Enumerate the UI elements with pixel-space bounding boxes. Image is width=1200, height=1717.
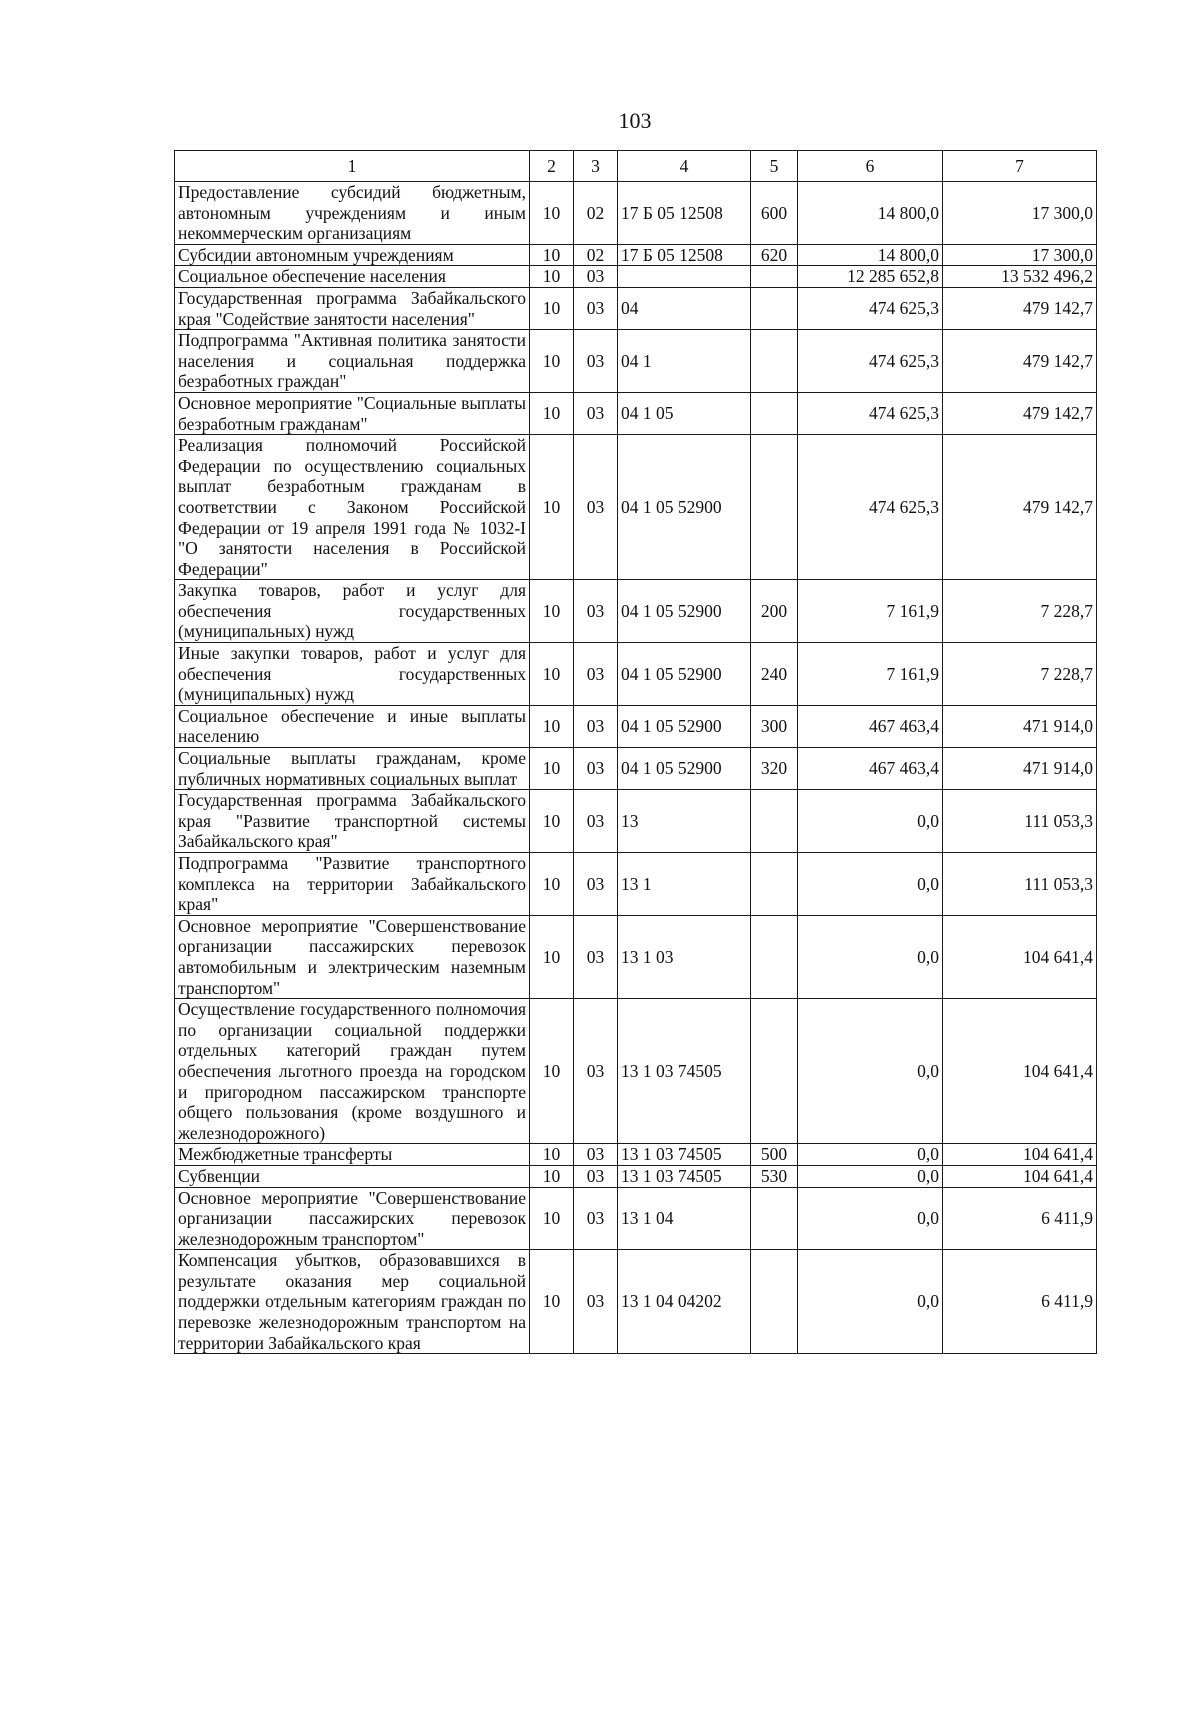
row-target-article-cell: 13 1 03 74505 xyxy=(618,1165,751,1187)
table-row xyxy=(175,705,1097,747)
row-section-cell: 10 xyxy=(530,182,574,245)
row-subsection-cell: 03 xyxy=(574,392,618,434)
row-name-cell: Компенсация убытков, образовавшихся в результате оказания мер социальной поддержки отдельным категориям граждан по перевозке железнодорожным транспортом на территории Забайкальского края xyxy=(175,1250,530,1354)
row-expense-type-cell xyxy=(751,915,798,998)
row-amount-year1-cell: 0,0 xyxy=(798,1250,943,1354)
row-section-cell: 10 xyxy=(530,853,574,916)
row-target-article-cell: 17 Б 05 12508 xyxy=(618,182,751,245)
table-row xyxy=(175,244,1097,266)
row-expense-type-cell xyxy=(751,435,798,580)
row-subsection-cell: 03 xyxy=(574,1144,618,1166)
row-target-article-cell xyxy=(618,266,751,288)
table-row xyxy=(175,643,1097,706)
row-name-cell: Субвенции xyxy=(175,1165,530,1187)
table-row xyxy=(175,999,1097,1144)
row-amount-year1-cell: 0,0 xyxy=(798,1165,943,1187)
row-amount-year2-cell: 17 300,0 xyxy=(943,182,1097,245)
table-row xyxy=(175,266,1097,288)
row-amount-year2-cell: 471 914,0 xyxy=(943,748,1097,790)
table-row xyxy=(175,1144,1097,1166)
row-amount-year1-cell: 474 625,3 xyxy=(798,330,943,393)
row-target-article-cell: 04 1 05 52900 xyxy=(618,643,751,706)
row-section-cell: 10 xyxy=(530,705,574,747)
row-subsection-cell: 03 xyxy=(574,748,618,790)
row-amount-year2-cell: 104 641,4 xyxy=(943,999,1097,1144)
table-row xyxy=(175,182,1097,245)
row-amount-year2-cell: 111 053,3 xyxy=(943,790,1097,853)
column-header: 4 xyxy=(618,151,751,182)
row-target-article-cell: 04 1 05 52900 xyxy=(618,435,751,580)
column-header: 2 xyxy=(530,151,574,182)
row-amount-year1-cell: 7 161,9 xyxy=(798,643,943,706)
row-amount-year2-cell: 111 053,3 xyxy=(943,853,1097,916)
row-section-cell: 10 xyxy=(530,580,574,643)
row-subsection-cell: 02 xyxy=(574,182,618,245)
column-header: 7 xyxy=(943,151,1097,182)
row-subsection-cell: 03 xyxy=(574,266,618,288)
row-amount-year1-cell: 0,0 xyxy=(798,915,943,998)
row-subsection-cell: 03 xyxy=(574,287,618,329)
row-expense-type-cell: 620 xyxy=(751,244,798,266)
row-amount-year1-cell: 0,0 xyxy=(798,999,943,1144)
row-target-article-cell: 13 1 xyxy=(618,853,751,916)
row-subsection-cell: 03 xyxy=(574,1250,618,1354)
row-amount-year2-cell: 7 228,7 xyxy=(943,643,1097,706)
row-expense-type-cell xyxy=(751,330,798,393)
row-target-article-cell: 13 1 03 74505 xyxy=(618,1144,751,1166)
row-name-cell: Предоставление субсидий бюджетным, автономным учреждениям и иным некоммерческим организациям xyxy=(175,182,530,245)
row-section-cell: 10 xyxy=(530,790,574,853)
table-row xyxy=(175,1187,1097,1250)
row-section-cell: 10 xyxy=(530,748,574,790)
row-target-article-cell: 04 1 05 52900 xyxy=(618,580,751,643)
row-name-cell: Социальное обеспечение населения xyxy=(175,266,530,288)
row-amount-year1-cell: 474 625,3 xyxy=(798,392,943,434)
table-body xyxy=(175,182,1097,1354)
row-expense-type-cell: 600 xyxy=(751,182,798,245)
row-amount-year1-cell: 0,0 xyxy=(798,790,943,853)
row-section-cell: 10 xyxy=(530,392,574,434)
row-amount-year2-cell: 479 142,7 xyxy=(943,435,1097,580)
row-target-article-cell: 04 1 xyxy=(618,330,751,393)
row-target-article-cell: 17 Б 05 12508 xyxy=(618,244,751,266)
row-subsection-cell: 03 xyxy=(574,790,618,853)
row-target-article-cell: 04 1 05 xyxy=(618,392,751,434)
row-target-article-cell: 04 xyxy=(618,287,751,329)
table-header-row xyxy=(175,151,1097,182)
row-section-cell: 10 xyxy=(530,435,574,580)
row-amount-year2-cell: 471 914,0 xyxy=(943,705,1097,747)
row-name-cell: Иные закупки товаров, работ и услуг для обеспечения государственных (муниципальных) нужд xyxy=(175,643,530,706)
row-section-cell: 10 xyxy=(530,643,574,706)
row-amount-year2-cell: 479 142,7 xyxy=(943,392,1097,434)
row-name-cell: Социальное обеспечение и иные выплаты населению xyxy=(175,705,530,747)
row-target-article-cell: 13 1 03 74505 xyxy=(618,999,751,1144)
row-amount-year2-cell: 6 411,9 xyxy=(943,1187,1097,1250)
row-subsection-cell: 03 xyxy=(574,1165,618,1187)
table-row xyxy=(175,915,1097,998)
row-amount-year2-cell: 104 641,4 xyxy=(943,915,1097,998)
row-name-cell: Подпрограмма "Активная политика занятости населения и социальная поддержка безработных граждан" xyxy=(175,330,530,393)
table-row xyxy=(175,580,1097,643)
row-amount-year2-cell: 17 300,0 xyxy=(943,244,1097,266)
row-expense-type-cell: 320 xyxy=(751,748,798,790)
table-row xyxy=(175,1250,1097,1354)
row-target-article-cell: 13 xyxy=(618,790,751,853)
row-amount-year2-cell: 479 142,7 xyxy=(943,330,1097,393)
row-section-cell: 10 xyxy=(530,999,574,1144)
table-row xyxy=(175,1165,1097,1187)
row-subsection-cell: 03 xyxy=(574,705,618,747)
row-amount-year1-cell: 12 285 652,8 xyxy=(798,266,943,288)
row-amount-year1-cell: 474 625,3 xyxy=(798,435,943,580)
row-section-cell: 10 xyxy=(530,244,574,266)
row-section-cell: 10 xyxy=(530,1187,574,1250)
row-section-cell: 10 xyxy=(530,330,574,393)
column-header: 1 xyxy=(175,151,530,182)
row-subsection-cell: 03 xyxy=(574,330,618,393)
row-expense-type-cell xyxy=(751,392,798,434)
row-name-cell: Межбюджетные трансферты xyxy=(175,1144,530,1166)
page-number: 103 xyxy=(618,108,652,133)
row-name-cell: Субсидии автономным учреждениям xyxy=(175,244,530,266)
row-expense-type-cell: 200 xyxy=(751,580,798,643)
row-name-cell: Осуществление государственного полномочия по организации социальной поддержки отдельных категорий граждан путем обеспечения льготного проезда на городском и пригородном пассажирском транспорте общего пользования (кроме воздушного и железнодорожного) xyxy=(175,999,530,1144)
row-amount-year2-cell: 6 411,9 xyxy=(943,1250,1097,1354)
row-amount-year2-cell: 104 641,4 xyxy=(943,1144,1097,1166)
row-expense-type-cell xyxy=(751,853,798,916)
row-subsection-cell: 03 xyxy=(574,643,618,706)
table-row xyxy=(175,435,1097,580)
row-name-cell: Реализация полномочий Российской Федерации по осуществлению социальных выплат безработным гражданам в соответствии с Законом Российской Федерации от 19 апреля 1991 года № 1032-I "О занятости населения в Российской Федерации" xyxy=(175,435,530,580)
row-expense-type-cell xyxy=(751,1187,798,1250)
row-target-article-cell: 04 1 05 52900 xyxy=(618,705,751,747)
row-name-cell: Государственная программа Забайкальского края "Содействие занятости населения" xyxy=(175,287,530,329)
row-section-cell: 10 xyxy=(530,1165,574,1187)
row-subsection-cell: 03 xyxy=(574,853,618,916)
row-expense-type-cell: 530 xyxy=(751,1165,798,1187)
row-amount-year2-cell: 7 228,7 xyxy=(943,580,1097,643)
row-expense-type-cell xyxy=(751,287,798,329)
row-name-cell: Основное мероприятие "Социальные выплаты безработным гражданам" xyxy=(175,392,530,434)
row-amount-year1-cell: 0,0 xyxy=(798,1187,943,1250)
row-amount-year1-cell: 14 800,0 xyxy=(798,244,943,266)
row-amount-year2-cell: 13 532 496,2 xyxy=(943,266,1097,288)
row-name-cell: Подпрограмма "Развитие транспортного комплекса на территории Забайкальского края" xyxy=(175,853,530,916)
column-header: 6 xyxy=(798,151,943,182)
row-subsection-cell: 02 xyxy=(574,244,618,266)
row-section-cell: 10 xyxy=(530,915,574,998)
table-row xyxy=(175,790,1097,853)
row-target-article-cell: 13 1 04 xyxy=(618,1187,751,1250)
table-row xyxy=(175,748,1097,790)
row-expense-type-cell xyxy=(751,790,798,853)
row-expense-type-cell: 300 xyxy=(751,705,798,747)
row-section-cell: 10 xyxy=(530,287,574,329)
table-row xyxy=(175,392,1097,434)
budget-table xyxy=(174,150,1097,1354)
row-amount-year1-cell: 467 463,4 xyxy=(798,748,943,790)
column-header: 3 xyxy=(574,151,618,182)
row-amount-year1-cell: 0,0 xyxy=(798,853,943,916)
row-amount-year2-cell: 104 641,4 xyxy=(943,1165,1097,1187)
row-amount-year1-cell: 0,0 xyxy=(798,1144,943,1166)
row-section-cell: 10 xyxy=(530,1250,574,1354)
row-subsection-cell: 03 xyxy=(574,580,618,643)
row-expense-type-cell xyxy=(751,1250,798,1354)
row-name-cell: Основное мероприятие "Совершенствование организации пассажирских перевозок железнодорожным транспортом" xyxy=(175,1187,530,1250)
row-section-cell: 10 xyxy=(530,266,574,288)
row-section-cell: 10 xyxy=(530,1144,574,1166)
row-subsection-cell: 03 xyxy=(574,435,618,580)
table-row xyxy=(175,330,1097,393)
row-name-cell: Государственная программа Забайкальского края "Развитие транспортной системы Забайкальского края" xyxy=(175,790,530,853)
row-name-cell: Закупка товаров, работ и услуг для обеспечения государственных (муниципальных) нужд xyxy=(175,580,530,643)
row-name-cell: Основное мероприятие "Совершенствование организации пассажирских перевозок автомобильным и электрическим наземным транспортом" xyxy=(175,915,530,998)
row-subsection-cell: 03 xyxy=(574,1187,618,1250)
row-amount-year1-cell: 7 161,9 xyxy=(798,580,943,643)
row-expense-type-cell xyxy=(751,999,798,1144)
row-subsection-cell: 03 xyxy=(574,999,618,1144)
row-amount-year1-cell: 467 463,4 xyxy=(798,705,943,747)
table-row xyxy=(175,287,1097,329)
row-expense-type-cell: 240 xyxy=(751,643,798,706)
row-amount-year1-cell: 474 625,3 xyxy=(798,287,943,329)
row-amount-year2-cell: 479 142,7 xyxy=(943,287,1097,329)
row-name-cell: Социальные выплаты гражданам, кроме публичных нормативных социальных выплат xyxy=(175,748,530,790)
row-amount-year1-cell: 14 800,0 xyxy=(798,182,943,245)
row-subsection-cell: 03 xyxy=(574,915,618,998)
row-expense-type-cell xyxy=(751,266,798,288)
table-row xyxy=(175,853,1097,916)
row-expense-type-cell: 500 xyxy=(751,1144,798,1166)
column-header: 5 xyxy=(751,151,798,182)
row-target-article-cell: 13 1 04 04202 xyxy=(618,1250,751,1354)
row-target-article-cell: 13 1 03 xyxy=(618,915,751,998)
row-target-article-cell: 04 1 05 52900 xyxy=(618,748,751,790)
